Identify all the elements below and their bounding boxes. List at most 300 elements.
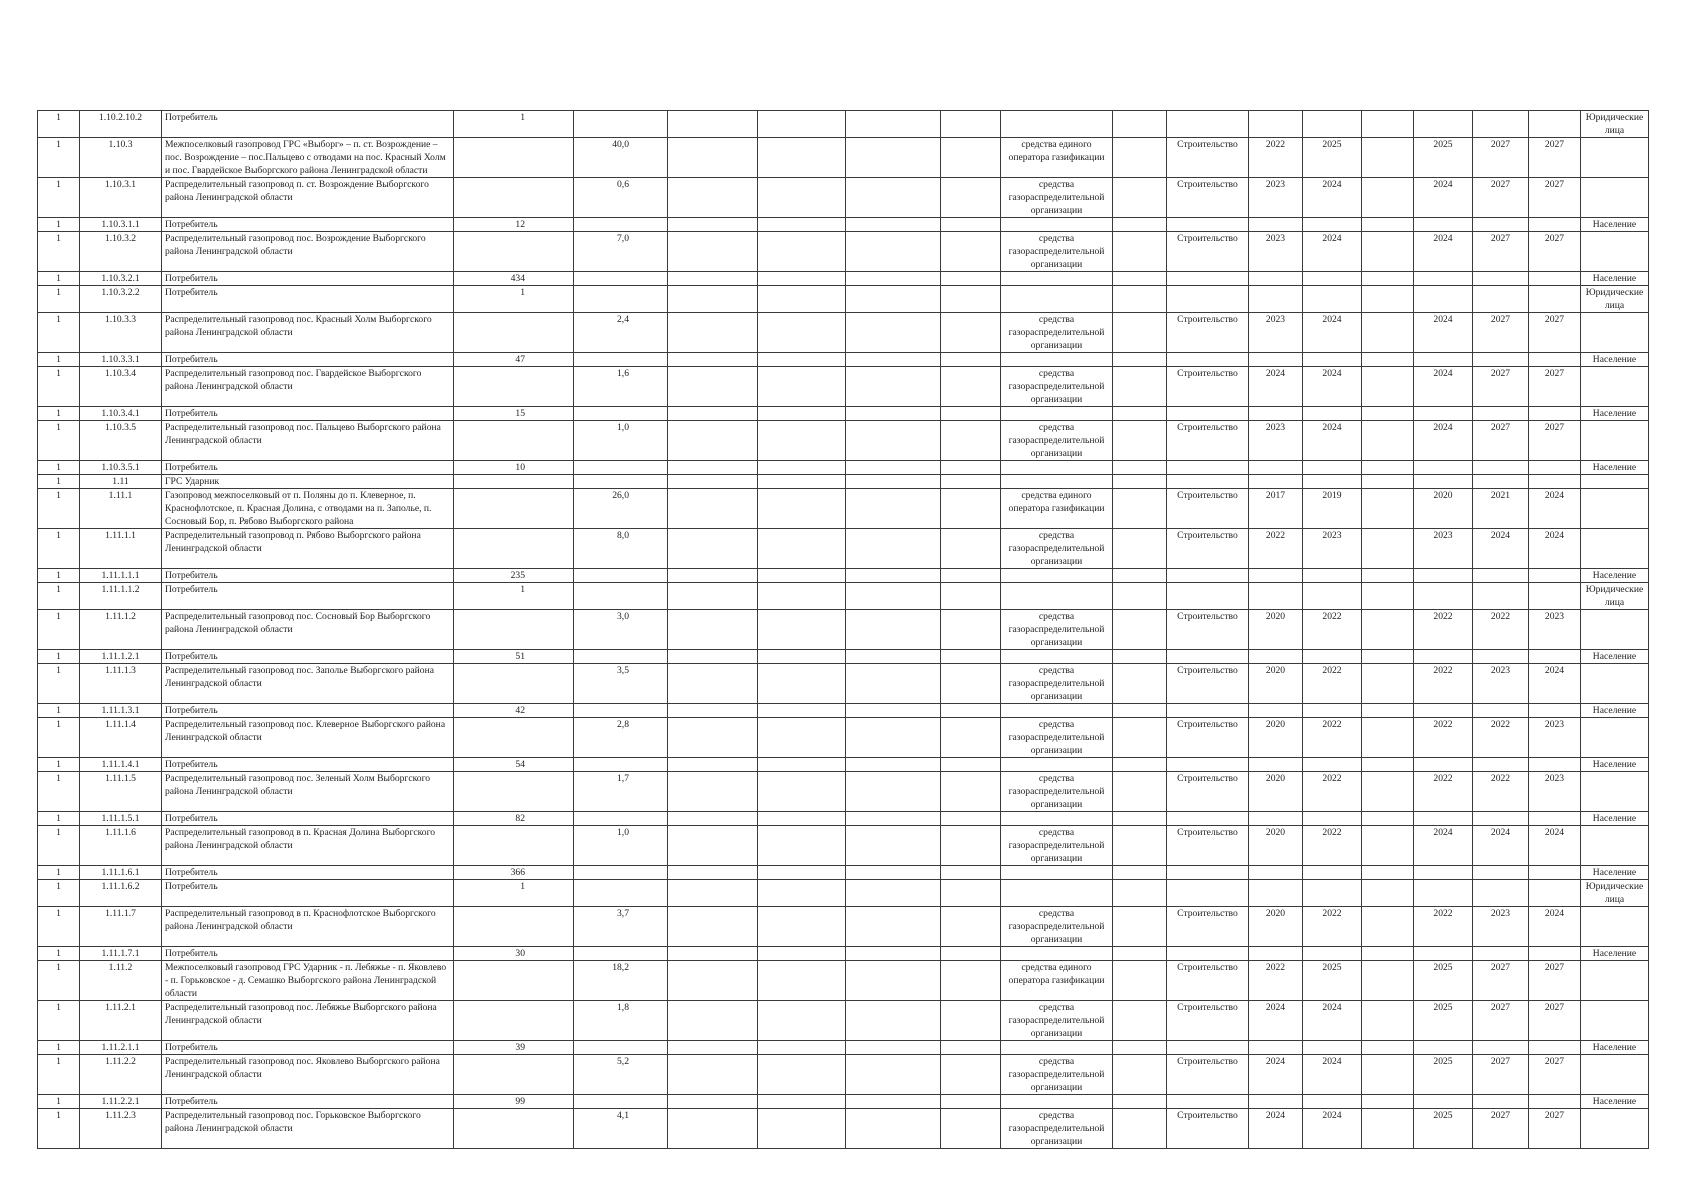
col-empty — [941, 907, 1001, 947]
col-year: 2022 — [1414, 718, 1473, 758]
col-object-name: Распределительный газопровод пос. Яковлево Выборгского района Ленинградской области — [162, 1055, 454, 1095]
table-row — [38, 353, 1649, 367]
col-year — [1473, 1041, 1529, 1055]
table-row — [38, 907, 1649, 947]
col-consumer-category: Юридические лица — [1581, 880, 1649, 907]
col-year — [1303, 704, 1362, 718]
col-empty — [846, 353, 941, 367]
col-empty — [1362, 1041, 1414, 1055]
col-marker: 1 — [38, 1109, 80, 1149]
col-consumers — [454, 664, 574, 704]
col-length — [574, 218, 668, 232]
col-funding-source — [1001, 111, 1113, 138]
col-empty — [1362, 826, 1414, 866]
col-year — [1414, 475, 1473, 489]
col-year — [1473, 650, 1529, 664]
col-consumer-category — [1581, 529, 1649, 569]
col-year — [1473, 583, 1529, 610]
col-year: 2022 — [1473, 718, 1529, 758]
col-empty — [846, 111, 941, 138]
col-work-type — [1167, 353, 1249, 367]
col-year — [1473, 475, 1529, 489]
col-empty — [846, 1055, 941, 1095]
col-empty — [758, 218, 846, 232]
table-row — [38, 1001, 1649, 1041]
col-consumer-category — [1581, 421, 1649, 461]
col-length — [574, 704, 668, 718]
col-consumers: 39 — [454, 1041, 574, 1055]
col-year: 2023 — [1249, 421, 1303, 461]
col-consumers: 1 — [454, 286, 574, 313]
col-year: 2020 — [1249, 718, 1303, 758]
col-marker: 1 — [38, 353, 80, 367]
col-empty — [668, 272, 758, 286]
col-consumer-category: Юридические лица — [1581, 286, 1649, 313]
col-consumer-category — [1581, 718, 1649, 758]
col-length: 1,7 — [574, 772, 668, 812]
col-empty — [846, 569, 941, 583]
col-empty — [1362, 1055, 1414, 1095]
col-consumers: 54 — [454, 758, 574, 772]
table-row — [38, 407, 1649, 421]
col-consumers: 99 — [454, 1095, 574, 1109]
table-row — [38, 1095, 1649, 1109]
col-empty — [1113, 704, 1167, 718]
col-object-name: Распределительный газопровод в п. Красная Долина Выборгского района Ленинградской области — [162, 826, 454, 866]
col-empty — [1362, 583, 1414, 610]
col-empty — [941, 313, 1001, 353]
col-year — [1303, 461, 1362, 475]
col-empty — [846, 704, 941, 718]
col-empty — [846, 650, 941, 664]
col-marker: 1 — [38, 947, 80, 961]
col-year — [1529, 475, 1581, 489]
col-empty — [1113, 1041, 1167, 1055]
col-consumers — [454, 961, 574, 1001]
col-year — [1473, 812, 1529, 826]
col-year: 2027 — [1473, 1055, 1529, 1095]
col-consumers — [454, 826, 574, 866]
col-work-type: Строительство — [1167, 1001, 1249, 1041]
col-year — [1249, 583, 1303, 610]
col-length: 2,8 — [574, 718, 668, 758]
col-year — [1249, 758, 1303, 772]
col-consumer-category: Юридические лица — [1581, 583, 1649, 610]
col-year: 2024 — [1249, 367, 1303, 407]
col-empty — [758, 826, 846, 866]
col-year: 2020 — [1249, 907, 1303, 947]
col-year: 2027 — [1529, 1001, 1581, 1041]
col-year: 2023 — [1249, 178, 1303, 218]
col-object-name: Потребитель — [162, 407, 454, 421]
col-work-type — [1167, 880, 1249, 907]
col-number: 1.11.1.1 — [80, 529, 162, 569]
table-row — [38, 826, 1649, 866]
table-row — [38, 1041, 1649, 1055]
col-year — [1473, 272, 1529, 286]
table-row — [38, 461, 1649, 475]
col-number: 1.11.1.6 — [80, 826, 162, 866]
col-consumers: 15 — [454, 407, 574, 421]
col-year: 2023 — [1529, 610, 1581, 650]
col-work-type: Строительство — [1167, 718, 1249, 758]
col-length: 2,4 — [574, 313, 668, 353]
col-object-name: Распределительный газопровод п. Рябово Выборгского района Ленинградской области — [162, 529, 454, 569]
col-empty — [758, 704, 846, 718]
col-consumers: 30 — [454, 947, 574, 961]
col-year — [1414, 272, 1473, 286]
col-empty — [1362, 353, 1414, 367]
col-number: 1.10.2.10.2 — [80, 111, 162, 138]
col-number: 1.10.3.3 — [80, 313, 162, 353]
col-empty — [668, 866, 758, 880]
col-empty — [1362, 232, 1414, 272]
col-object-name: Распределительный газопровод в п. Краснофлотское Выборгского района Ленинградской области — [162, 907, 454, 947]
col-funding-source — [1001, 880, 1113, 907]
col-year — [1414, 353, 1473, 367]
col-empty — [1113, 907, 1167, 947]
col-year: 2024 — [1303, 1055, 1362, 1095]
col-marker: 1 — [38, 529, 80, 569]
col-length: 4,1 — [574, 1109, 668, 1149]
col-consumer-category — [1581, 772, 1649, 812]
col-year — [1529, 704, 1581, 718]
col-object-name: Потребитель — [162, 880, 454, 907]
col-marker: 1 — [38, 718, 80, 758]
col-empty — [846, 178, 941, 218]
col-empty — [758, 866, 846, 880]
col-object-name: Распределительный газопровод п. ст. Возрождение Выборгского района Ленинградской области — [162, 178, 454, 218]
document-sheet — [37, 110, 1649, 1149]
col-consumer-category: Население — [1581, 866, 1649, 880]
col-year: 2022 — [1303, 826, 1362, 866]
col-empty — [758, 1055, 846, 1095]
col-marker: 1 — [38, 907, 80, 947]
col-empty — [668, 772, 758, 812]
col-length — [574, 1041, 668, 1055]
col-number: 1.11.2.1.1 — [80, 1041, 162, 1055]
col-empty — [846, 1095, 941, 1109]
col-funding-source — [1001, 650, 1113, 664]
col-empty — [941, 407, 1001, 421]
col-empty — [668, 367, 758, 407]
table-row — [38, 961, 1649, 1001]
col-year — [1249, 812, 1303, 826]
col-empty — [668, 138, 758, 178]
col-empty — [758, 272, 846, 286]
col-empty — [758, 529, 846, 569]
col-consumer-category: Население — [1581, 812, 1649, 826]
col-year — [1249, 286, 1303, 313]
col-consumer-category: Население — [1581, 1095, 1649, 1109]
col-empty — [758, 421, 846, 461]
col-year: 2025 — [1303, 961, 1362, 1001]
col-year — [1249, 272, 1303, 286]
col-empty — [1362, 650, 1414, 664]
col-year — [1473, 407, 1529, 421]
col-length — [574, 475, 668, 489]
col-empty — [668, 961, 758, 1001]
col-year — [1529, 880, 1581, 907]
col-empty — [941, 947, 1001, 961]
col-empty — [941, 758, 1001, 772]
col-empty — [941, 138, 1001, 178]
col-empty — [1362, 812, 1414, 826]
col-funding-source — [1001, 272, 1113, 286]
col-year — [1529, 758, 1581, 772]
col-object-name: Потребитель — [162, 353, 454, 367]
col-empty — [846, 880, 941, 907]
col-number: 1.10.3.5.1 — [80, 461, 162, 475]
col-empty — [758, 138, 846, 178]
col-funding-source: средства единого оператора газификации — [1001, 138, 1113, 178]
col-work-type: Строительство — [1167, 421, 1249, 461]
table-row — [38, 272, 1649, 286]
col-consumer-category — [1581, 826, 1649, 866]
col-funding-source: средства газораспределительной организации — [1001, 367, 1113, 407]
table-row — [38, 138, 1649, 178]
col-empty — [668, 664, 758, 704]
col-year — [1529, 583, 1581, 610]
col-empty — [758, 111, 846, 138]
col-empty — [846, 529, 941, 569]
col-year — [1303, 569, 1362, 583]
table-row — [38, 583, 1649, 610]
col-number: 1.10.3.2.2 — [80, 286, 162, 313]
col-empty — [668, 461, 758, 475]
col-empty — [668, 353, 758, 367]
col-empty — [941, 704, 1001, 718]
col-number: 1.10.3.5 — [80, 421, 162, 461]
col-work-type — [1167, 461, 1249, 475]
col-year: 2022 — [1473, 610, 1529, 650]
col-funding-source — [1001, 704, 1113, 718]
col-year — [1249, 461, 1303, 475]
col-year: 2020 — [1414, 489, 1473, 529]
table-row — [38, 1055, 1649, 1095]
col-year — [1473, 1095, 1529, 1109]
col-year — [1529, 866, 1581, 880]
table-row — [38, 718, 1649, 758]
col-empty — [846, 718, 941, 758]
col-empty — [1113, 1055, 1167, 1095]
col-year — [1249, 475, 1303, 489]
col-empty — [1113, 610, 1167, 650]
col-year — [1303, 353, 1362, 367]
col-empty — [941, 367, 1001, 407]
col-empty — [1113, 353, 1167, 367]
col-year: 2021 — [1473, 489, 1529, 529]
col-number: 1.11.1.4 — [80, 718, 162, 758]
col-consumers — [454, 313, 574, 353]
col-marker: 1 — [38, 583, 80, 610]
col-empty — [846, 1001, 941, 1041]
col-empty — [1113, 272, 1167, 286]
col-number: 1.10.3.4 — [80, 367, 162, 407]
col-empty — [1362, 866, 1414, 880]
col-work-type — [1167, 475, 1249, 489]
col-empty — [1362, 569, 1414, 583]
col-empty — [758, 583, 846, 610]
col-year — [1249, 407, 1303, 421]
col-empty — [1362, 367, 1414, 407]
col-year: 2023 — [1414, 529, 1473, 569]
col-year: 2022 — [1303, 610, 1362, 650]
col-empty — [668, 758, 758, 772]
col-object-name: Распределительный газопровод пос. Гвардейское Выборгского района Ленинградской области — [162, 367, 454, 407]
col-empty — [758, 1109, 846, 1149]
col-empty — [846, 758, 941, 772]
col-consumers — [454, 529, 574, 569]
col-consumers — [454, 367, 574, 407]
col-consumers: 47 — [454, 353, 574, 367]
col-number: 1.11.1.4.1 — [80, 758, 162, 772]
col-year: 2022 — [1249, 961, 1303, 1001]
col-empty — [941, 475, 1001, 489]
col-empty — [846, 947, 941, 961]
col-empty — [668, 583, 758, 610]
col-year — [1529, 111, 1581, 138]
col-year: 2027 — [1473, 178, 1529, 218]
col-year: 2024 — [1414, 313, 1473, 353]
col-empty — [941, 772, 1001, 812]
col-consumer-category — [1581, 907, 1649, 947]
col-funding-source: средства единого оператора газификации — [1001, 961, 1113, 1001]
col-year: 2024 — [1414, 421, 1473, 461]
col-empty — [1113, 1109, 1167, 1149]
col-year — [1303, 650, 1362, 664]
col-year: 2024 — [1414, 826, 1473, 866]
col-length — [574, 353, 668, 367]
col-consumer-category — [1581, 178, 1649, 218]
col-year — [1414, 583, 1473, 610]
col-funding-source — [1001, 218, 1113, 232]
col-empty — [941, 286, 1001, 313]
col-marker: 1 — [38, 812, 80, 826]
col-empty — [668, 704, 758, 718]
table-row — [38, 758, 1649, 772]
col-work-type — [1167, 758, 1249, 772]
col-empty — [941, 583, 1001, 610]
col-number: 1.11 — [80, 475, 162, 489]
table-row — [38, 772, 1649, 812]
col-year: 2025 — [1414, 138, 1473, 178]
col-empty — [758, 1041, 846, 1055]
col-year: 2017 — [1249, 489, 1303, 529]
col-funding-source — [1001, 866, 1113, 880]
col-consumer-category: Население — [1581, 704, 1649, 718]
col-year — [1303, 218, 1362, 232]
col-empty — [758, 758, 846, 772]
col-funding-source: средства газораспределительной организации — [1001, 907, 1113, 947]
col-consumer-category: Население — [1581, 569, 1649, 583]
col-year: 2024 — [1529, 664, 1581, 704]
col-empty — [846, 407, 941, 421]
col-empty — [1113, 218, 1167, 232]
col-object-name: Потребитель — [162, 286, 454, 313]
table-row — [38, 569, 1649, 583]
col-consumer-category — [1581, 1109, 1649, 1149]
col-year — [1473, 866, 1529, 880]
col-year: 2027 — [1529, 313, 1581, 353]
col-empty — [846, 421, 941, 461]
col-empty — [758, 650, 846, 664]
col-funding-source: средства газораспределительной организации — [1001, 178, 1113, 218]
col-year: 2023 — [1473, 907, 1529, 947]
col-marker: 1 — [38, 1041, 80, 1055]
col-consumers — [454, 1001, 574, 1041]
col-marker: 1 — [38, 286, 80, 313]
col-marker: 1 — [38, 961, 80, 1001]
col-object-name: Распределительный газопровод пос. Сосновый Бор Выборгского района Ленинградской области — [162, 610, 454, 650]
col-consumer-category: Население — [1581, 650, 1649, 664]
col-length — [574, 286, 668, 313]
col-consumers: 12 — [454, 218, 574, 232]
col-work-type — [1167, 583, 1249, 610]
col-empty — [1113, 650, 1167, 664]
col-year: 2020 — [1249, 826, 1303, 866]
col-empty — [758, 772, 846, 812]
table-row — [38, 664, 1649, 704]
col-year — [1473, 758, 1529, 772]
col-funding-source — [1001, 947, 1113, 961]
col-work-type: Строительство — [1167, 772, 1249, 812]
col-year — [1303, 286, 1362, 313]
col-year — [1473, 880, 1529, 907]
col-year — [1414, 111, 1473, 138]
col-funding-source: средства газораспределительной организации — [1001, 664, 1113, 704]
col-empty — [941, 218, 1001, 232]
col-consumers — [454, 718, 574, 758]
col-marker: 1 — [38, 664, 80, 704]
col-year: 2019 — [1303, 489, 1362, 529]
col-number: 1.11.1.2.1 — [80, 650, 162, 664]
table-row — [38, 111, 1649, 138]
col-marker: 1 — [38, 772, 80, 812]
col-object-name: Распределительный газопровод пос. Горьковское Выборгского района Ленинградской области — [162, 1109, 454, 1149]
col-work-type — [1167, 1095, 1249, 1109]
col-object-name: Потребитель — [162, 1095, 454, 1109]
col-consumers — [454, 610, 574, 650]
col-work-type — [1167, 650, 1249, 664]
col-year: 2024 — [1249, 1001, 1303, 1041]
col-year: 2023 — [1473, 664, 1529, 704]
col-empty — [1362, 704, 1414, 718]
col-empty — [846, 489, 941, 529]
col-empty — [668, 421, 758, 461]
col-empty — [941, 111, 1001, 138]
col-empty — [1362, 907, 1414, 947]
col-length — [574, 812, 668, 826]
col-empty — [846, 907, 941, 947]
col-consumers — [454, 138, 574, 178]
col-length — [574, 272, 668, 286]
col-year: 2024 — [1303, 232, 1362, 272]
col-consumer-category — [1581, 610, 1649, 650]
col-number: 1.11.1.1.2 — [80, 583, 162, 610]
col-work-type: Строительство — [1167, 367, 1249, 407]
col-empty — [941, 1001, 1001, 1041]
col-year: 2027 — [1529, 367, 1581, 407]
col-year — [1529, 461, 1581, 475]
col-empty — [941, 569, 1001, 583]
col-funding-source — [1001, 1041, 1113, 1055]
col-work-type: Строительство — [1167, 232, 1249, 272]
col-year — [1249, 218, 1303, 232]
col-empty — [1362, 758, 1414, 772]
col-empty — [668, 178, 758, 218]
col-year: 2022 — [1303, 772, 1362, 812]
